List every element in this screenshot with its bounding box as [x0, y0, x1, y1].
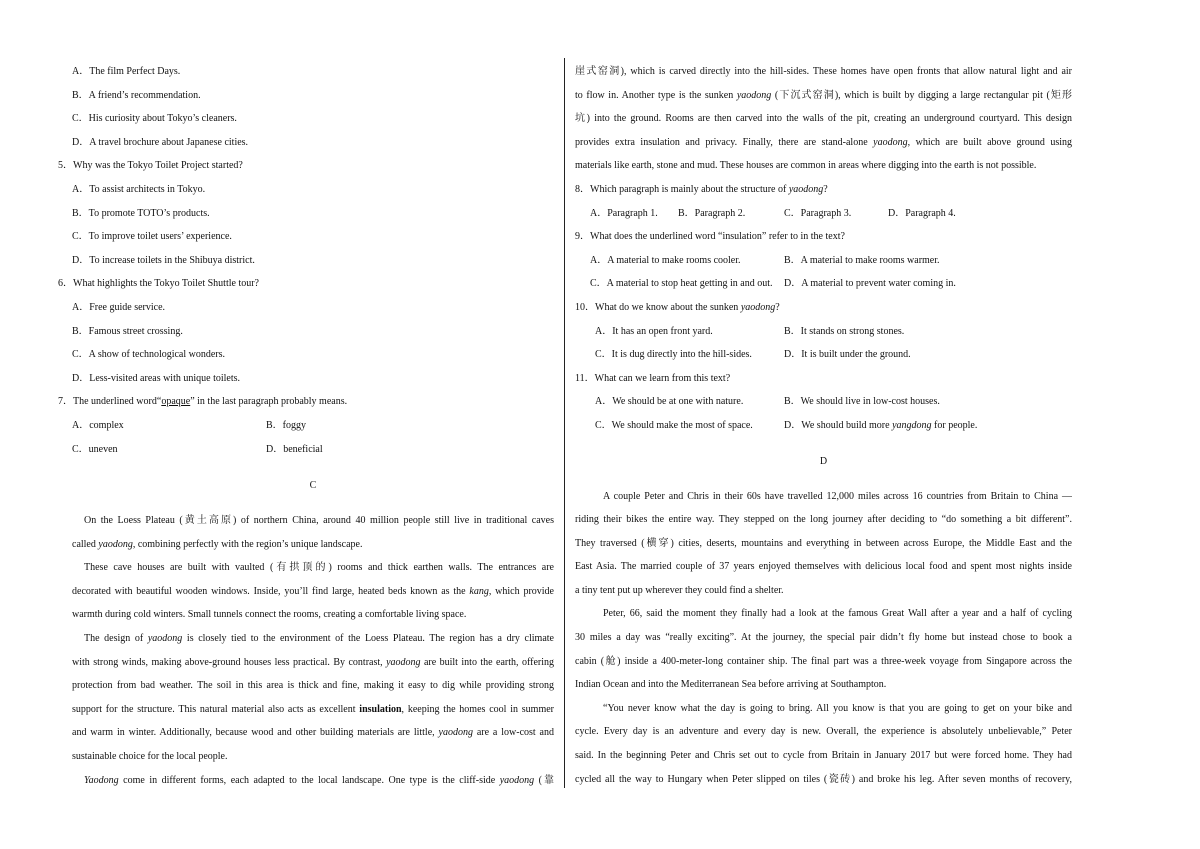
passage-line: to flow in. Another type is the sunken yaodong (下沉式窑洞), which is built by digging a large rectangular pit (矩形	[575, 89, 1072, 101]
question-7-options-row-2	[72, 438, 554, 462]
option: D．Paragraph 4.	[888, 207, 956, 219]
question-10: 10．What do we know about the sunken yaodong?	[575, 301, 780, 313]
option: A．The film Perfect Days.	[72, 66, 181, 77]
passage-line: riding their bikes the entire way. They stepped on the long journey after deciding to “do something a bit different”.	[575, 514, 1072, 526]
passage-line: Yaodong come in different forms, each adapted to the local landscape. One type is the cliff-side yaodong (靠	[84, 774, 554, 786]
option: D．We should build more yangdong for people.	[784, 419, 978, 431]
passage-line: The design of yaodong is closely tied to the environment of the Loess Plateau. The region has a dry climate	[84, 633, 554, 645]
question-6: 6．What highlights the Tokyo Toilet Shuttle tour?	[58, 278, 259, 290]
option: B．foggy	[266, 419, 306, 431]
question-11-options-row-1	[575, 390, 1072, 414]
question-10-options-row-1	[575, 320, 1072, 344]
question-9-options-row-2	[575, 272, 1072, 296]
option: C．Paragraph 3.	[784, 207, 852, 219]
option: A．complex	[72, 419, 124, 431]
passage-line: protection from bad weather. The soil in this area is thick and fine, making it easy to dig while providing strong	[72, 680, 554, 692]
passage-line: called yaodong, combining perfectly with the region’s unique landscape.	[72, 538, 363, 550]
passage-line: and warm in winter. Additionally, because wood and other building materials are little, yaodong are a low-cost and	[72, 727, 554, 739]
question-9-options-row-1	[575, 249, 1072, 273]
passage-line: cycle. Every day is an adventure and every day is new. Overall, the experience is absolutely unbelievable,” Peter	[575, 726, 1072, 738]
option: A．We should be at one with nature.	[595, 396, 744, 408]
passage-line: They traversed (横穿) cities, deserts, mountains and everything in between across Europe, the Middle East and the	[575, 537, 1072, 549]
option: D．Less-visited areas with unique toilets.	[72, 372, 241, 384]
option: B．We should live in low-cost houses.	[784, 396, 940, 408]
option: D．To increase toilets in the Shibuya district.	[72, 254, 255, 266]
question-9: 9．What does the underlined word “insulation” refer to in the text?	[575, 231, 845, 243]
passage-line: 坑) into the ground. Rooms are then carved into the walls of the pit, creating an underground courtyard. This design	[575, 113, 1072, 125]
right-column	[575, 60, 1072, 791]
q7-word: opaque	[161, 396, 191, 408]
passage-line: cycled all the way to Hungary when Peter slipped on tiles (瓷砖) and broke his leg. After seven months of recovery,	[575, 773, 1072, 785]
passage-line: provides extra insulation and privacy. Finally, there are stand-alone yaodong, which are built above ground using	[575, 136, 1072, 148]
question-7	[58, 390, 554, 414]
question-11: 11．What can we learn from this text?	[575, 372, 731, 384]
option: D．It is built under the ground.	[784, 349, 911, 361]
option: B．A material to make rooms warmer.	[784, 254, 940, 266]
question-6-options	[72, 296, 554, 390]
question-10-options-row-2	[575, 343, 1072, 367]
passage-line: 崖式窑洞), which is carved directly into the hill-sides. These homes have open fronts that allow natural light and air	[575, 66, 1072, 77]
option: B．Paragraph 2.	[678, 207, 746, 219]
option: B．A friend’s recommendation.	[72, 89, 201, 101]
passage-line: a tiny tent put up wherever they could find a shelter.	[575, 584, 784, 596]
passage-line: said. In the beginning Peter and Chris set out to cycle from Britain in January 2017 but were forced home. They had	[575, 750, 1072, 762]
passage-line: Peter, 66, said the moment they finally had a look at the famous Great Wall after a year and a half of cycling	[603, 608, 1072, 620]
option: C．His curiosity about Tokyo’s cleaners.	[72, 113, 237, 125]
passage-line: materials like earth, stone and mud. These houses are common in areas where digging into the earth is not possible.	[575, 160, 1037, 172]
option: C．A show of technological wonders.	[72, 349, 226, 361]
question-8: 8．Which paragraph is mainly about the structure of yaodong?	[575, 183, 828, 195]
option: C．To improve toilet users’ experience.	[72, 231, 232, 243]
passage-line: East Asia. The married couple of 37 years enjoyed themselves with delicious local food and spent most nights inside	[575, 561, 1072, 573]
question-4-options	[72, 60, 554, 154]
passage-line: cabin (舱) inside a 400-meter-long container ship. The final part was a three-week voyage from Singapore across the	[575, 655, 1072, 667]
column-divider	[564, 58, 565, 788]
passage-line: with strong winds, making above-ground houses less practical. By contrast, yaodong are built into the earth, offering	[72, 656, 554, 668]
question-5: 5．Why was the Tokyo Toilet Project started?	[58, 160, 243, 172]
section-c-heading: C	[309, 480, 317, 492]
passage-line: support for the structure. This natural material also acts as excellent insulation, keeping the homes cool in summer	[72, 703, 554, 715]
passage-line: decorated with beautiful wooden windows. Inside, you’ll find large, heated beds known as the kang, which provide	[72, 585, 554, 597]
passage-line: A couple Peter and Chris in their 60s have travelled 12,000 miles across 16 countries from Britain to China —	[603, 490, 1072, 502]
option: C．A material to stop heat getting in and out.	[590, 278, 773, 290]
left-column	[58, 60, 554, 792]
option: A．A material to make rooms cooler.	[590, 254, 741, 266]
option: A．It has an open front yard.	[595, 325, 713, 337]
option: B．It stands on strong stones.	[784, 325, 905, 337]
option: B．To promote TOTO’s products.	[72, 207, 210, 219]
option: C．It is dug directly into the hill-sides.	[595, 349, 752, 361]
option: A．Paragraph 1.	[590, 207, 658, 219]
option: D．A material to prevent water coming in.	[784, 278, 956, 290]
option: C．uneven	[72, 443, 118, 455]
passage-line: 30 miles a day was “really exciting”. At the journey, the special pair didn’t fly home but instead chose to book a	[575, 632, 1072, 644]
passage-line: These cave houses are built with vaulted (有拱顶的) rooms and thick earthen walls. The entrances are	[84, 562, 554, 574]
question-8-options	[575, 202, 1072, 226]
question-7-options-row-1	[72, 414, 554, 438]
option: A．Free guide service.	[72, 301, 166, 313]
q7-text: 7．The underlined word“	[58, 396, 162, 408]
option: A．To assist architects in Tokyo.	[72, 183, 206, 195]
section-d-heading: D	[819, 455, 828, 467]
passage-line: warmth during cold winters. Small tunnels connect the rooms, creating a comfortable living space.	[72, 609, 467, 621]
option: B．Famous street crossing.	[72, 325, 183, 337]
passage-line: Indian Ocean and into the Mediterranean Sea before arriving at Southampton.	[575, 679, 887, 691]
passage-line: On the Loess Plateau (黄土高原) of northern China, around 40 million people still live in traditional caves	[84, 515, 554, 527]
option: D．A travel brochure about Japanese cities.	[72, 136, 249, 148]
passage-line: “You never know what the day is going to bring. All you know is that you are going to get on your bike and	[603, 702, 1072, 714]
question-5-options	[72, 178, 554, 272]
option: D．beneficial	[266, 443, 323, 455]
question-11-options-row-2	[575, 414, 1072, 438]
option: C．We should make the most of space.	[595, 419, 753, 431]
q7-text-end: ” in the last paragraph probably means.	[190, 396, 348, 408]
passage-line: sustainable choice for the local people.	[72, 751, 228, 763]
